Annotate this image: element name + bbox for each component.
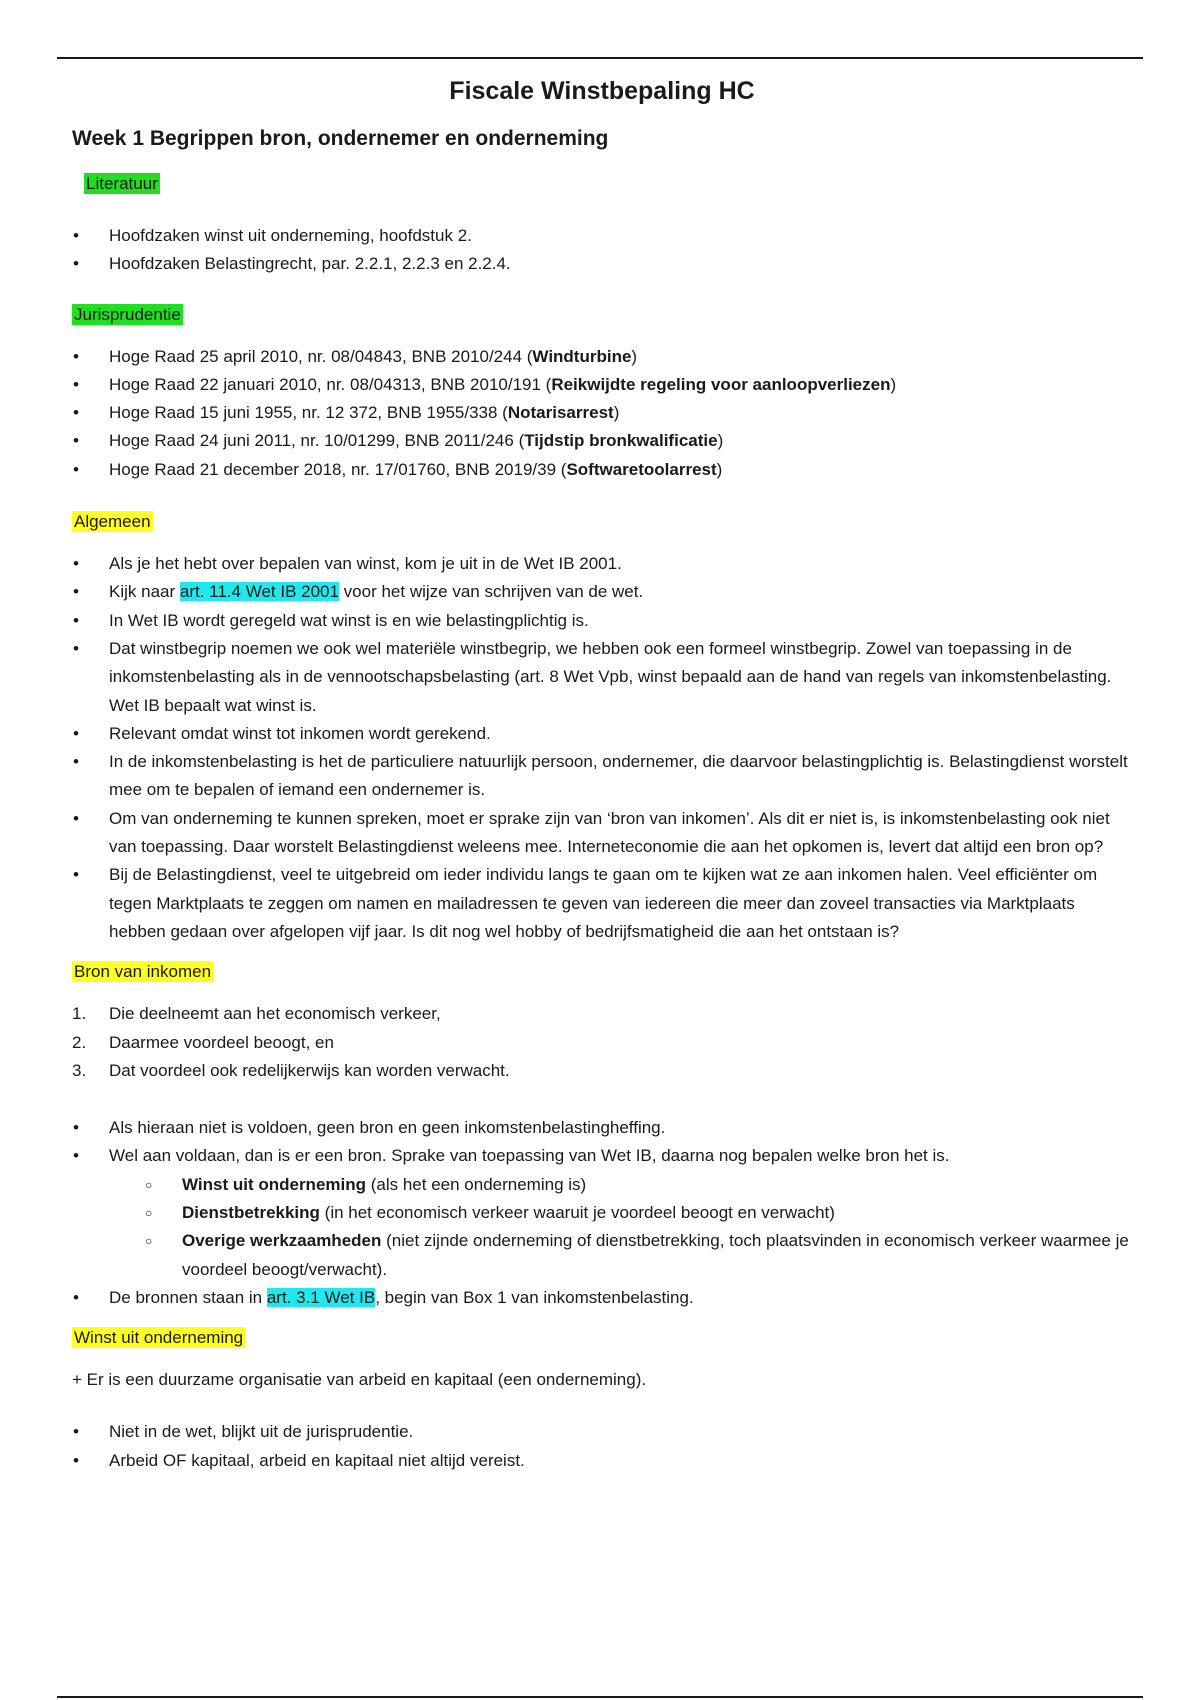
list-item: • Hoge Raad 22 januari 2010, nr. 08/04313, BNB 2010/191 (Reikwijdte regeling voor aanloopverliezen): [72, 371, 1132, 399]
list-item: 3. Dat voordeel ook redelijkerwijs kan worden verwacht.: [72, 1060, 510, 1080]
document-content: [72, 74, 1132, 1475]
plus-line: + Er is een duurzame organisatie van arbeid en kapitaal (een onderneming).: [72, 1370, 647, 1390]
law-reference: art. 3.1 Wet IB: [266, 1287, 376, 1307]
list-item: • Als je het hebt over bepalen van winst, kom je uit in de Wet IB 2001.: [72, 550, 1132, 578]
algemeen-list: [72, 550, 1132, 946]
list-item: • Hoge Raad 24 juni 2011, nr. 10/01299, BNB 2011/246 (Tijdstip bronkwalificatie): [72, 427, 1132, 455]
list-item: • Hoge Raad 21 december 2018, nr. 17/01760, BNB 2019/39 (Softwaretoolarrest): [72, 456, 1132, 484]
sub-list-item: ○ Overige werkzaamheden (niet zijnde onderneming of dienstbetrekking, toch plaatsvinden in economisch verkeer waarmee je voordeel beoogt/verwacht).: [145, 1227, 1132, 1284]
list-item: • Hoge Raad 25 april 2010, nr. 08/04843, BNB 2010/244 (Windturbine): [72, 343, 1132, 371]
section-heading-literatuur: [84, 172, 1132, 196]
list-item: • De bronnen staan in art. 3.1 Wet IB, begin van Box 1 van inkomstenbelasting.: [72, 1284, 1132, 1312]
list-item: • Om van onderneming te kunnen spreken, moet er sprake zijn van ‘bron van inkomen’. Als dit er niet is, is inkomstenbelasting ook niet van toepassing. Daar worstelt Belastingdienst weleens mee. Interneteconomie die aan het opkomen is, levert dat altijd een bron op?: [72, 805, 1132, 862]
list-item: • Hoge Raad 15 juni 1955, nr. 12 372, BNB 1955/338 (Notarisarrest): [72, 399, 1132, 427]
list-item: • Wel aan voldaan, dan is er een bron. Sprake van toepassing van Wet IB, daarna nog bepalen welke bron het is. ○ Winst uit onderneming (als het een onderneming is) ○ Dienstbetrekking (in het economisch verkeer waaruit je voordeel beoogt en verwacht) ○ Overige werkzaamheden (niet zijnde onderneming of dienstbetrekking, toch plaatsvinden in economisch verkeer waarmee je voordeel beoogt/verwacht).: [72, 1142, 1132, 1283]
sub-list-item: ○ Winst uit onderneming (als het een onderneming is): [145, 1171, 1132, 1199]
literatuur-list: [72, 222, 1132, 279]
list-item: • Bij de Belastingdienst, veel te uitgebreid om ieder individu langs te gaan om te kijken wat ze aan inkomen halen. Veel efficiënter om tegen Marktplaats te zeggen om namen en mailadressen te geven van iedereen die meer dan zoveel transacties via Marktplaats hebben gedaan over afgelopen vijf jaar. Is dit nog wel hobby of bedrijfsmatigheid die aan het ontstaan is?: [72, 861, 1132, 946]
list-item: 2. Daarmee voordeel beoogt, en: [72, 1032, 334, 1052]
list-item: • Hoofdzaken winst uit onderneming, hoofdstuk 2.: [72, 222, 1132, 250]
jurisprudentie-list: [72, 343, 1132, 484]
bottom-rule: [57, 1696, 1143, 1698]
bron-list: [72, 1114, 1132, 1312]
winst-list: [72, 1418, 1132, 1475]
section-heading-jurisprudentie: [72, 303, 1132, 327]
jurisprudentie-label: Jurisprudentie: [74, 304, 181, 324]
bron-sublist: [109, 1171, 1132, 1284]
list-item: • Hoofdzaken Belastingrecht, par. 2.2.1, 2.2.3 en 2.2.4.: [72, 250, 1132, 278]
top-rule: [57, 57, 1143, 59]
list-item: • In Wet IB wordt geregeld wat winst is en wie belastingplichtig is.: [72, 607, 1132, 635]
section-heading-winst: [72, 1326, 1132, 1350]
sub-list-item: ○ Dienstbetrekking (in het economisch verkeer waaruit je voordeel beoogt en verwacht): [145, 1199, 1132, 1227]
list-item: • Niet in de wet, blijkt uit de jurisprudentie.: [72, 1418, 1132, 1446]
algemeen-label: Algemeen: [74, 512, 151, 532]
literatuur-label: Literatuur: [86, 174, 158, 193]
document-title: Fiscale Winstbepaling HC: [449, 77, 755, 105]
list-item: • Dat winstbegrip noemen we ook wel materiële winstbegrip, we hebben ook een formeel winstbegrip. Zowel van toepassing in de inkomstenbelasting als in de vennootschapsbelasting (art. 8 Wet Vpb, winst bepaald aan de hand van regels van inkomstenbelasting. Wet IB bepaalt wat winst is.: [72, 635, 1132, 720]
law-reference: art. 11.4 Wet IB 2001: [179, 582, 339, 602]
list-item: • In de inkomstenbelasting is het de particuliere natuurlijk persoon, ondernemer, die daarvoor belastingplichtig is. Belastingdienst worstelt mee om te bepalen of iemand een ondernemer is.: [72, 748, 1132, 805]
section-heading-bron: [72, 960, 1132, 984]
week-heading: Week 1 Begrippen bron, ondernemer en onderneming: [72, 127, 609, 150]
winst-label: Winst uit onderneming: [74, 1328, 244, 1348]
list-item: • Kijk naar art. 11.4 Wet IB 2001 voor het wijze van schrijven van de wet.: [72, 578, 1132, 606]
list-item: • Arbeid OF kapitaal, arbeid en kapitaal niet altijd vereist.: [72, 1447, 1132, 1475]
bron-label: Bron van inkomen: [74, 962, 212, 982]
list-item: 1. Die deelneemt aan het economisch verkeer,: [72, 1004, 441, 1024]
list-item: • Als hieraan niet is voldoen, geen bron en geen inkomstenbelastingheffing.: [72, 1114, 1132, 1142]
bron-criteria-list: [72, 1000, 1132, 1085]
list-item: • Relevant omdat winst tot inkomen wordt gerekend.: [72, 720, 1132, 748]
section-heading-algemeen: [72, 510, 1132, 534]
